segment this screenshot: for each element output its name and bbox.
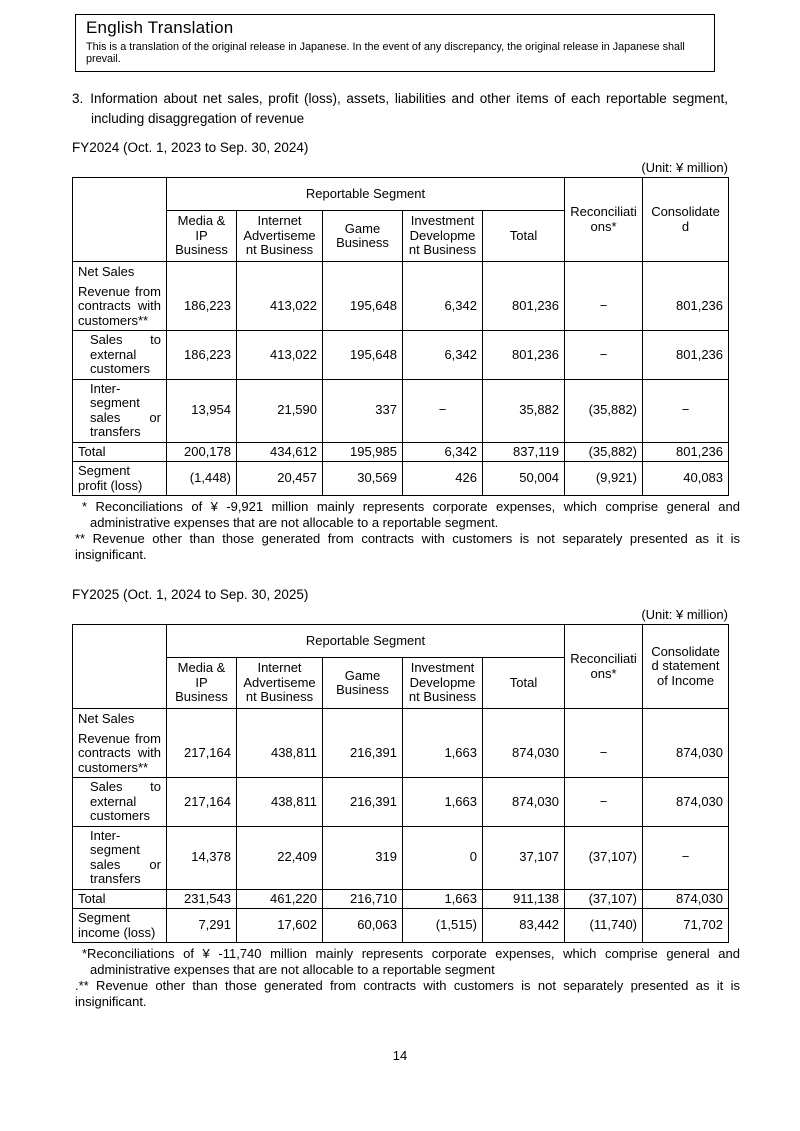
value-cell: 413,022 bbox=[237, 283, 323, 331]
row-label: Revenue from contracts with customers** bbox=[73, 283, 167, 331]
value-cell: 874,030 bbox=[483, 730, 565, 778]
value-cell bbox=[483, 262, 565, 283]
table-row bbox=[73, 462, 729, 496]
group-header-cell: Reportable Segment bbox=[167, 178, 565, 211]
value-cell bbox=[167, 709, 237, 730]
column-header: Media & IP Business bbox=[167, 658, 237, 709]
footnote: *Reconciliations of ¥ -11,740 million mainly represents corporate expenses, which comprise general and administrative expenses that are not allocable to a reportable segment bbox=[82, 946, 740, 977]
value-cell bbox=[403, 709, 483, 730]
row-label: Net Sales bbox=[73, 709, 167, 730]
row-label: Segment profit (loss) bbox=[73, 462, 167, 496]
value-cell: 35,882 bbox=[483, 379, 565, 442]
value-cell: 195,985 bbox=[323, 442, 403, 462]
value-cell: 874,030 bbox=[643, 778, 729, 827]
row-label: Total bbox=[73, 442, 167, 462]
table-row bbox=[73, 331, 729, 380]
column-header: Internet Advertisement Business bbox=[237, 658, 323, 709]
translation-subtitle: This is a translation of the original release in Japanese. In the event of any discrepancy, the original release in Japanese shall prevail. bbox=[86, 41, 685, 65]
row-label: Net Sales bbox=[73, 262, 167, 283]
value-cell: 801,236 bbox=[483, 283, 565, 331]
value-cell: 413,022 bbox=[237, 331, 323, 380]
value-cell: 186,223 bbox=[167, 283, 237, 331]
value-cell: (37,107) bbox=[565, 826, 643, 889]
translation-notice-box bbox=[75, 14, 715, 72]
value-cell: 30,569 bbox=[323, 462, 403, 496]
value-cell bbox=[565, 709, 643, 730]
row-label: Sales to external customers bbox=[73, 778, 167, 827]
value-cell: 37,107 bbox=[483, 826, 565, 889]
blank-header-cell bbox=[73, 625, 167, 709]
value-cell: 874,030 bbox=[643, 730, 729, 778]
row-label: Revenue from contracts with customers** bbox=[73, 730, 167, 778]
value-cell: 1,663 bbox=[403, 889, 483, 909]
value-cell: 6,342 bbox=[403, 283, 483, 331]
table-row bbox=[73, 379, 729, 442]
value-cell: (35,882) bbox=[565, 379, 643, 442]
value-cell: − bbox=[565, 730, 643, 778]
value-cell: 20,457 bbox=[237, 462, 323, 496]
value-cell: 217,164 bbox=[167, 778, 237, 827]
value-cell bbox=[565, 262, 643, 283]
value-cell: 874,030 bbox=[643, 889, 729, 909]
value-cell: 21,590 bbox=[237, 379, 323, 442]
value-cell: (9,921) bbox=[565, 462, 643, 496]
value-cell: 195,648 bbox=[323, 331, 403, 380]
value-cell: 438,811 bbox=[237, 778, 323, 827]
section-heading-text: Information about net sales, profit (loss), assets, liabilities and other items of each reportable segment, including disaggregation of revenue bbox=[90, 91, 728, 126]
fy2025-segment-table bbox=[72, 624, 729, 943]
value-cell bbox=[643, 709, 729, 730]
value-cell bbox=[403, 262, 483, 283]
value-cell: 911,138 bbox=[483, 889, 565, 909]
value-cell: 22,409 bbox=[237, 826, 323, 889]
value-cell: 186,223 bbox=[167, 331, 237, 380]
fy2024-period-label: FY2024 (Oct. 1, 2023 to Sep. 30, 2024) bbox=[72, 140, 309, 155]
value-cell bbox=[323, 709, 403, 730]
table-row bbox=[73, 709, 729, 730]
column-header: Game Business bbox=[323, 658, 403, 709]
value-cell: 461,220 bbox=[237, 889, 323, 909]
value-cell: 1,663 bbox=[403, 730, 483, 778]
value-cell bbox=[643, 262, 729, 283]
value-cell: (11,740) bbox=[565, 909, 643, 943]
column-header: Total bbox=[483, 658, 565, 709]
row-label: Inter-segment sales or transfers bbox=[73, 826, 167, 889]
value-cell: 6,342 bbox=[403, 331, 483, 380]
table-row bbox=[73, 730, 729, 778]
fy2025-section bbox=[72, 587, 740, 1010]
value-cell: 801,236 bbox=[483, 331, 565, 380]
value-cell: 195,648 bbox=[323, 283, 403, 331]
value-cell: − bbox=[643, 826, 729, 889]
value-cell: 217,164 bbox=[167, 730, 237, 778]
fy2024-footnotes bbox=[72, 499, 740, 563]
value-cell: 426 bbox=[403, 462, 483, 496]
value-cell: 1,663 bbox=[403, 778, 483, 827]
value-cell: (35,882) bbox=[565, 442, 643, 462]
value-cell: 50,004 bbox=[483, 462, 565, 496]
value-cell: − bbox=[643, 379, 729, 442]
value-cell: 13,954 bbox=[167, 379, 237, 442]
value-cell bbox=[237, 262, 323, 283]
column-header: Total bbox=[483, 211, 565, 262]
value-cell: 801,236 bbox=[643, 283, 729, 331]
value-cell: 874,030 bbox=[483, 778, 565, 827]
fy2024-section bbox=[72, 140, 740, 563]
table-row bbox=[73, 283, 729, 331]
reconciliations-header: Reconciliations* bbox=[565, 625, 643, 709]
value-cell: 319 bbox=[323, 826, 403, 889]
value-cell: 200,178 bbox=[167, 442, 237, 462]
translation-title: English Translation bbox=[86, 18, 234, 37]
value-cell: 216,710 bbox=[323, 889, 403, 909]
consolidated-header: Consolidated bbox=[643, 178, 729, 262]
value-cell bbox=[483, 709, 565, 730]
row-label: Segment income (loss) bbox=[73, 909, 167, 943]
table-header-row bbox=[73, 625, 729, 658]
value-cell: 6,342 bbox=[403, 442, 483, 462]
table-row bbox=[73, 826, 729, 889]
row-label: Total bbox=[73, 889, 167, 909]
value-cell: 17,602 bbox=[237, 909, 323, 943]
fy2025-period-label: FY2025 (Oct. 1, 2024 to Sep. 30, 2025) bbox=[72, 587, 309, 602]
consolidated-header: Consolidated statement of Income bbox=[643, 625, 729, 709]
table-row bbox=[73, 442, 729, 462]
footnote: * Reconciliations of ¥ -9,921 million mainly represents corporate expenses, which comprise general and administrative expenses that are not allocable to a reportable segment. bbox=[82, 499, 740, 530]
value-cell: 83,442 bbox=[483, 909, 565, 943]
fy2025-footnotes bbox=[72, 946, 740, 1010]
value-cell bbox=[323, 262, 403, 283]
value-cell: 7,291 bbox=[167, 909, 237, 943]
value-cell: − bbox=[565, 283, 643, 331]
value-cell: 216,391 bbox=[323, 778, 403, 827]
value-cell: 60,063 bbox=[323, 909, 403, 943]
blank-header-cell bbox=[73, 178, 167, 262]
fy2025-unit-label: (Unit: ¥ million) bbox=[641, 607, 728, 622]
footnote: .** Revenue other than those generated from contracts with customers is not separately presented as it is insignificant. bbox=[75, 978, 740, 1009]
value-cell: (1,515) bbox=[403, 909, 483, 943]
value-cell bbox=[237, 709, 323, 730]
value-cell: 0 bbox=[403, 826, 483, 889]
value-cell: − bbox=[565, 778, 643, 827]
value-cell: 216,391 bbox=[323, 730, 403, 778]
value-cell: (1,448) bbox=[167, 462, 237, 496]
value-cell: − bbox=[565, 331, 643, 380]
value-cell: 337 bbox=[323, 379, 403, 442]
fy2024-unit-label: (Unit: ¥ million) bbox=[641, 160, 728, 175]
value-cell: (37,107) bbox=[565, 889, 643, 909]
table-header-row bbox=[73, 178, 729, 211]
column-header: Media & IP Business bbox=[167, 211, 237, 262]
value-cell: 837,119 bbox=[483, 442, 565, 462]
row-label: Inter-segment sales or transfers bbox=[73, 379, 167, 442]
row-label: Sales to external customers bbox=[73, 331, 167, 380]
value-cell: 801,236 bbox=[643, 331, 729, 380]
table-row bbox=[73, 778, 729, 827]
value-cell: 14,378 bbox=[167, 826, 237, 889]
page-number: 14 bbox=[392, 1048, 408, 1063]
column-header: Investment Development Business bbox=[403, 658, 483, 709]
column-header: Investment Development Business bbox=[403, 211, 483, 262]
section-heading bbox=[72, 89, 728, 129]
value-cell: 801,236 bbox=[643, 442, 729, 462]
fy2024-segment-table bbox=[72, 177, 729, 496]
table-row bbox=[73, 909, 729, 943]
section-number: 3. bbox=[72, 91, 84, 106]
value-cell: − bbox=[403, 379, 483, 442]
footnote: ** Revenue other than those generated from contracts with customers is not separately presented as it is insignificant. bbox=[75, 531, 740, 562]
table-row bbox=[73, 262, 729, 283]
value-cell: 71,702 bbox=[643, 909, 729, 943]
value-cell bbox=[167, 262, 237, 283]
group-header-cell: Reportable Segment bbox=[167, 625, 565, 658]
value-cell: 231,543 bbox=[167, 889, 237, 909]
table-row bbox=[73, 889, 729, 909]
column-header: Internet Advertisement Business bbox=[237, 211, 323, 262]
value-cell: 438,811 bbox=[237, 730, 323, 778]
value-cell: 434,612 bbox=[237, 442, 323, 462]
column-header: Game Business bbox=[323, 211, 403, 262]
reconciliations-header: Reconciliations* bbox=[565, 178, 643, 262]
value-cell: 40,083 bbox=[643, 462, 729, 496]
